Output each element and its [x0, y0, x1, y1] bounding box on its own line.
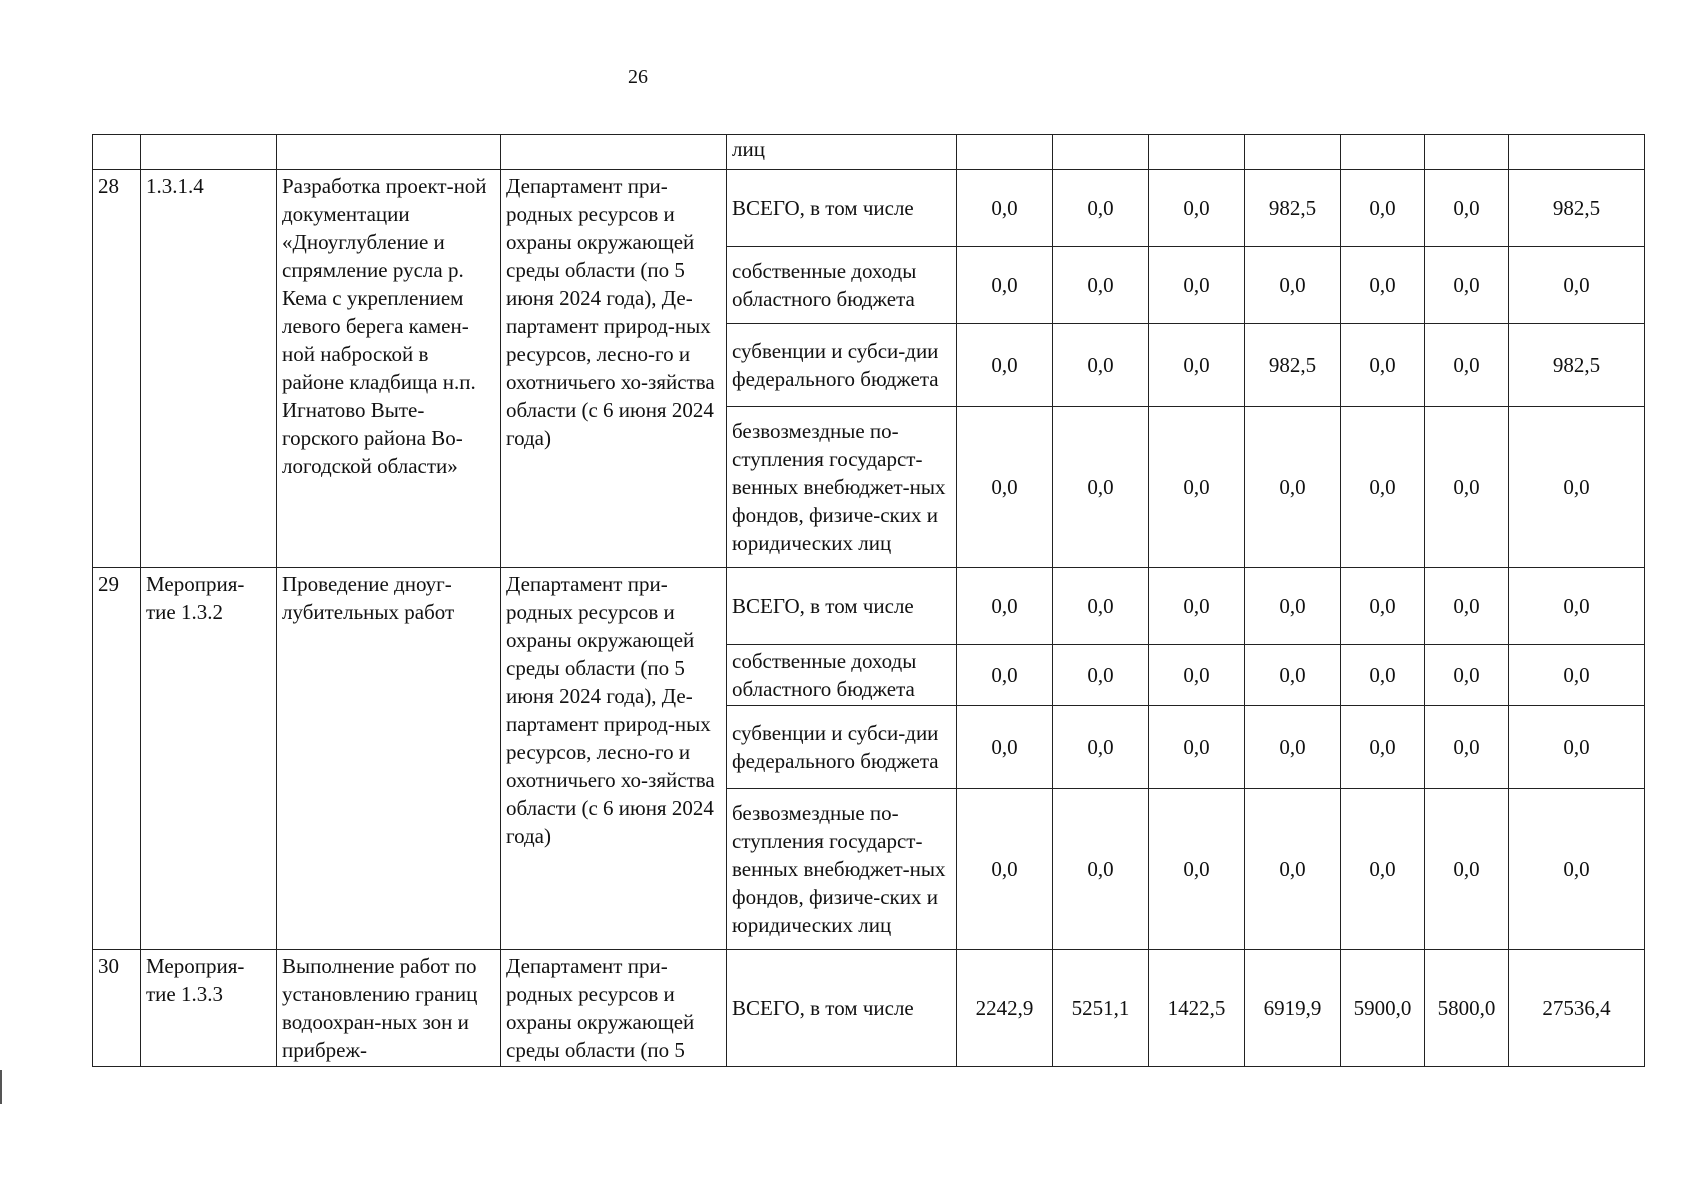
- cell-value: 0,0: [1509, 407, 1645, 568]
- cell-value: 0,0: [1149, 324, 1245, 407]
- table-row-continuation: [93, 135, 1645, 170]
- cell-value: 0,0: [1053, 568, 1149, 645]
- cell-code: [141, 135, 277, 170]
- cell-value: 0,0: [1341, 789, 1425, 950]
- cell-value: 0,0: [1425, 247, 1509, 324]
- cell-value: 0,0: [1245, 407, 1341, 568]
- cell-value: 0,0: [957, 645, 1053, 706]
- cell-value: 0,0: [1341, 706, 1425, 789]
- cell-value: 0,0: [1149, 170, 1245, 247]
- cell-name: [277, 135, 501, 170]
- cell-value: 0,0: [1053, 247, 1149, 324]
- cell-value: 0,0: [1149, 568, 1245, 645]
- cell-value: 0,0: [1053, 324, 1149, 407]
- cell-value: [1245, 135, 1341, 170]
- cell-name: Проведение дноуг-лубительных работ: [277, 568, 501, 950]
- cell-value: 0,0: [1341, 247, 1425, 324]
- cell-value: 0,0: [1425, 706, 1509, 789]
- cell-value: 0,0: [1425, 568, 1509, 645]
- cell-value: 0,0: [957, 247, 1053, 324]
- cell-value: 2242,9: [957, 950, 1053, 1067]
- cell-value: 0,0: [1149, 789, 1245, 950]
- cell-value: [957, 135, 1053, 170]
- cell-value: 0,0: [1341, 324, 1425, 407]
- cell-value: 0,0: [1425, 324, 1509, 407]
- table-body: [93, 135, 1645, 1067]
- cell-code: Мероприя-тие 1.3.2: [141, 568, 277, 950]
- cell-source: безвозмездные по-ступления государст-венных внебюджет-ных фондов, физиче-ских и юридических лиц: [727, 407, 957, 568]
- cell-source: собственные доходы областного бюджета: [727, 247, 957, 324]
- table-row: [93, 950, 1645, 1067]
- cell-value: [1425, 135, 1509, 170]
- cell-value: [1341, 135, 1425, 170]
- cell-executor: Департамент при-родных ресурсов и охраны окружающей среды области (по 5 июня 2024 года), Де-партамент природ-ных ресурсов, лесно-го и охотничьего хо-зяйства области (с 6 июня 2024 года): [501, 170, 727, 568]
- cell-value: 982,5: [1509, 324, 1645, 407]
- cell-value: 0,0: [1053, 170, 1149, 247]
- cell-value: [1509, 135, 1645, 170]
- cell-value: 0,0: [1341, 645, 1425, 706]
- cell-value: 0,0: [1245, 247, 1341, 324]
- table-row: [93, 568, 1645, 645]
- cell-value: 0,0: [1149, 407, 1245, 568]
- cell-num: 29: [93, 568, 141, 950]
- cell-value: 0,0: [1509, 247, 1645, 324]
- cell-value: 5900,0: [1341, 950, 1425, 1067]
- cell-value: 0,0: [1341, 407, 1425, 568]
- cell-value: 0,0: [957, 324, 1053, 407]
- cell-value: 0,0: [1053, 645, 1149, 706]
- cell-executor: Департамент при-родных ресурсов и охраны окружающей среды области (по 5: [501, 950, 727, 1067]
- cell-value: 0,0: [1509, 568, 1645, 645]
- cell-value: 0,0: [1245, 706, 1341, 789]
- cell-value: 0,0: [1425, 407, 1509, 568]
- cell-value: 0,0: [1053, 407, 1149, 568]
- cell-source: ВСЕГО, в том числе: [727, 170, 957, 247]
- cell-num: 30: [93, 950, 141, 1067]
- cell-value: 0,0: [1149, 706, 1245, 789]
- cell-value: [1149, 135, 1245, 170]
- cell-value: 0,0: [1053, 706, 1149, 789]
- cell-num: 28: [93, 170, 141, 568]
- cell-value: 0,0: [1341, 170, 1425, 247]
- cell-value: 0,0: [1425, 645, 1509, 706]
- cell-value: 5251,1: [1053, 950, 1149, 1067]
- cell-value: 0,0: [1425, 789, 1509, 950]
- cell-value: [1053, 135, 1149, 170]
- cell-value: 0,0: [1149, 645, 1245, 706]
- cell-value: 1422,5: [1149, 950, 1245, 1067]
- cell-value: 0,0: [1245, 568, 1341, 645]
- cell-source: субвенции и субси-дии федерального бюджета: [727, 324, 957, 407]
- cell-value: 0,0: [957, 170, 1053, 247]
- cell-source: субвенции и субси-дии федерального бюджета: [727, 706, 957, 789]
- scan-edge-mark: [0, 1070, 10, 1104]
- cell-value: 982,5: [1509, 170, 1645, 247]
- cell-num: [93, 135, 141, 170]
- cell-value: 0,0: [957, 706, 1053, 789]
- cell-value: 6919,9: [1245, 950, 1341, 1067]
- cell-name: Разработка проект-ной документации «Дноуглубление и спрямление русла р. Кема с укреплением левого берега камен-ной наброской в районе кладбища н.п. Игнатово Выте-горского района Во-логодской области»: [277, 170, 501, 568]
- cell-value: 5800,0: [1425, 950, 1509, 1067]
- cell-value: 27536,4: [1509, 950, 1645, 1067]
- cell-name: Выполнение работ по установлению границ водоохран-ных зон и прибреж-: [277, 950, 501, 1067]
- cell-value: 0,0: [1245, 789, 1341, 950]
- cell-source: лиц: [727, 135, 957, 170]
- cell-value: 0,0: [1425, 170, 1509, 247]
- cell-source: ВСЕГО, в том числе: [727, 568, 957, 645]
- cell-code: 1.3.1.4: [141, 170, 277, 568]
- budget-table: [92, 134, 1645, 1067]
- cell-value: 0,0: [1245, 645, 1341, 706]
- cell-value: 0,0: [1149, 247, 1245, 324]
- cell-executor: [501, 135, 727, 170]
- cell-source: собственные доходы областного бюджета: [727, 645, 957, 706]
- table-row: [93, 170, 1645, 247]
- cell-value: 0,0: [957, 568, 1053, 645]
- page-number: 26: [628, 66, 648, 88]
- cell-code: Мероприя-тие 1.3.3: [141, 950, 277, 1067]
- cell-value: 0,0: [957, 789, 1053, 950]
- cell-value: 0,0: [1341, 568, 1425, 645]
- cell-source: ВСЕГО, в том числе: [727, 950, 957, 1067]
- cell-value: 982,5: [1245, 170, 1341, 247]
- cell-executor: Департамент при-родных ресурсов и охраны окружающей среды области (по 5 июня 2024 года), Де-партамент природ-ных ресурсов, лесно-го и охотничьего хо-зяйства области (с 6 июня 2024 года): [501, 568, 727, 950]
- cell-value: 0,0: [1509, 706, 1645, 789]
- cell-value: 0,0: [957, 407, 1053, 568]
- cell-value: 0,0: [1509, 789, 1645, 950]
- cell-value: 0,0: [1509, 645, 1645, 706]
- cell-source: безвозмездные по-ступления государст-венных внебюджет-ных фондов, физиче-ских и юридических лиц: [727, 789, 957, 950]
- cell-value: 982,5: [1245, 324, 1341, 407]
- cell-value: 0,0: [1053, 789, 1149, 950]
